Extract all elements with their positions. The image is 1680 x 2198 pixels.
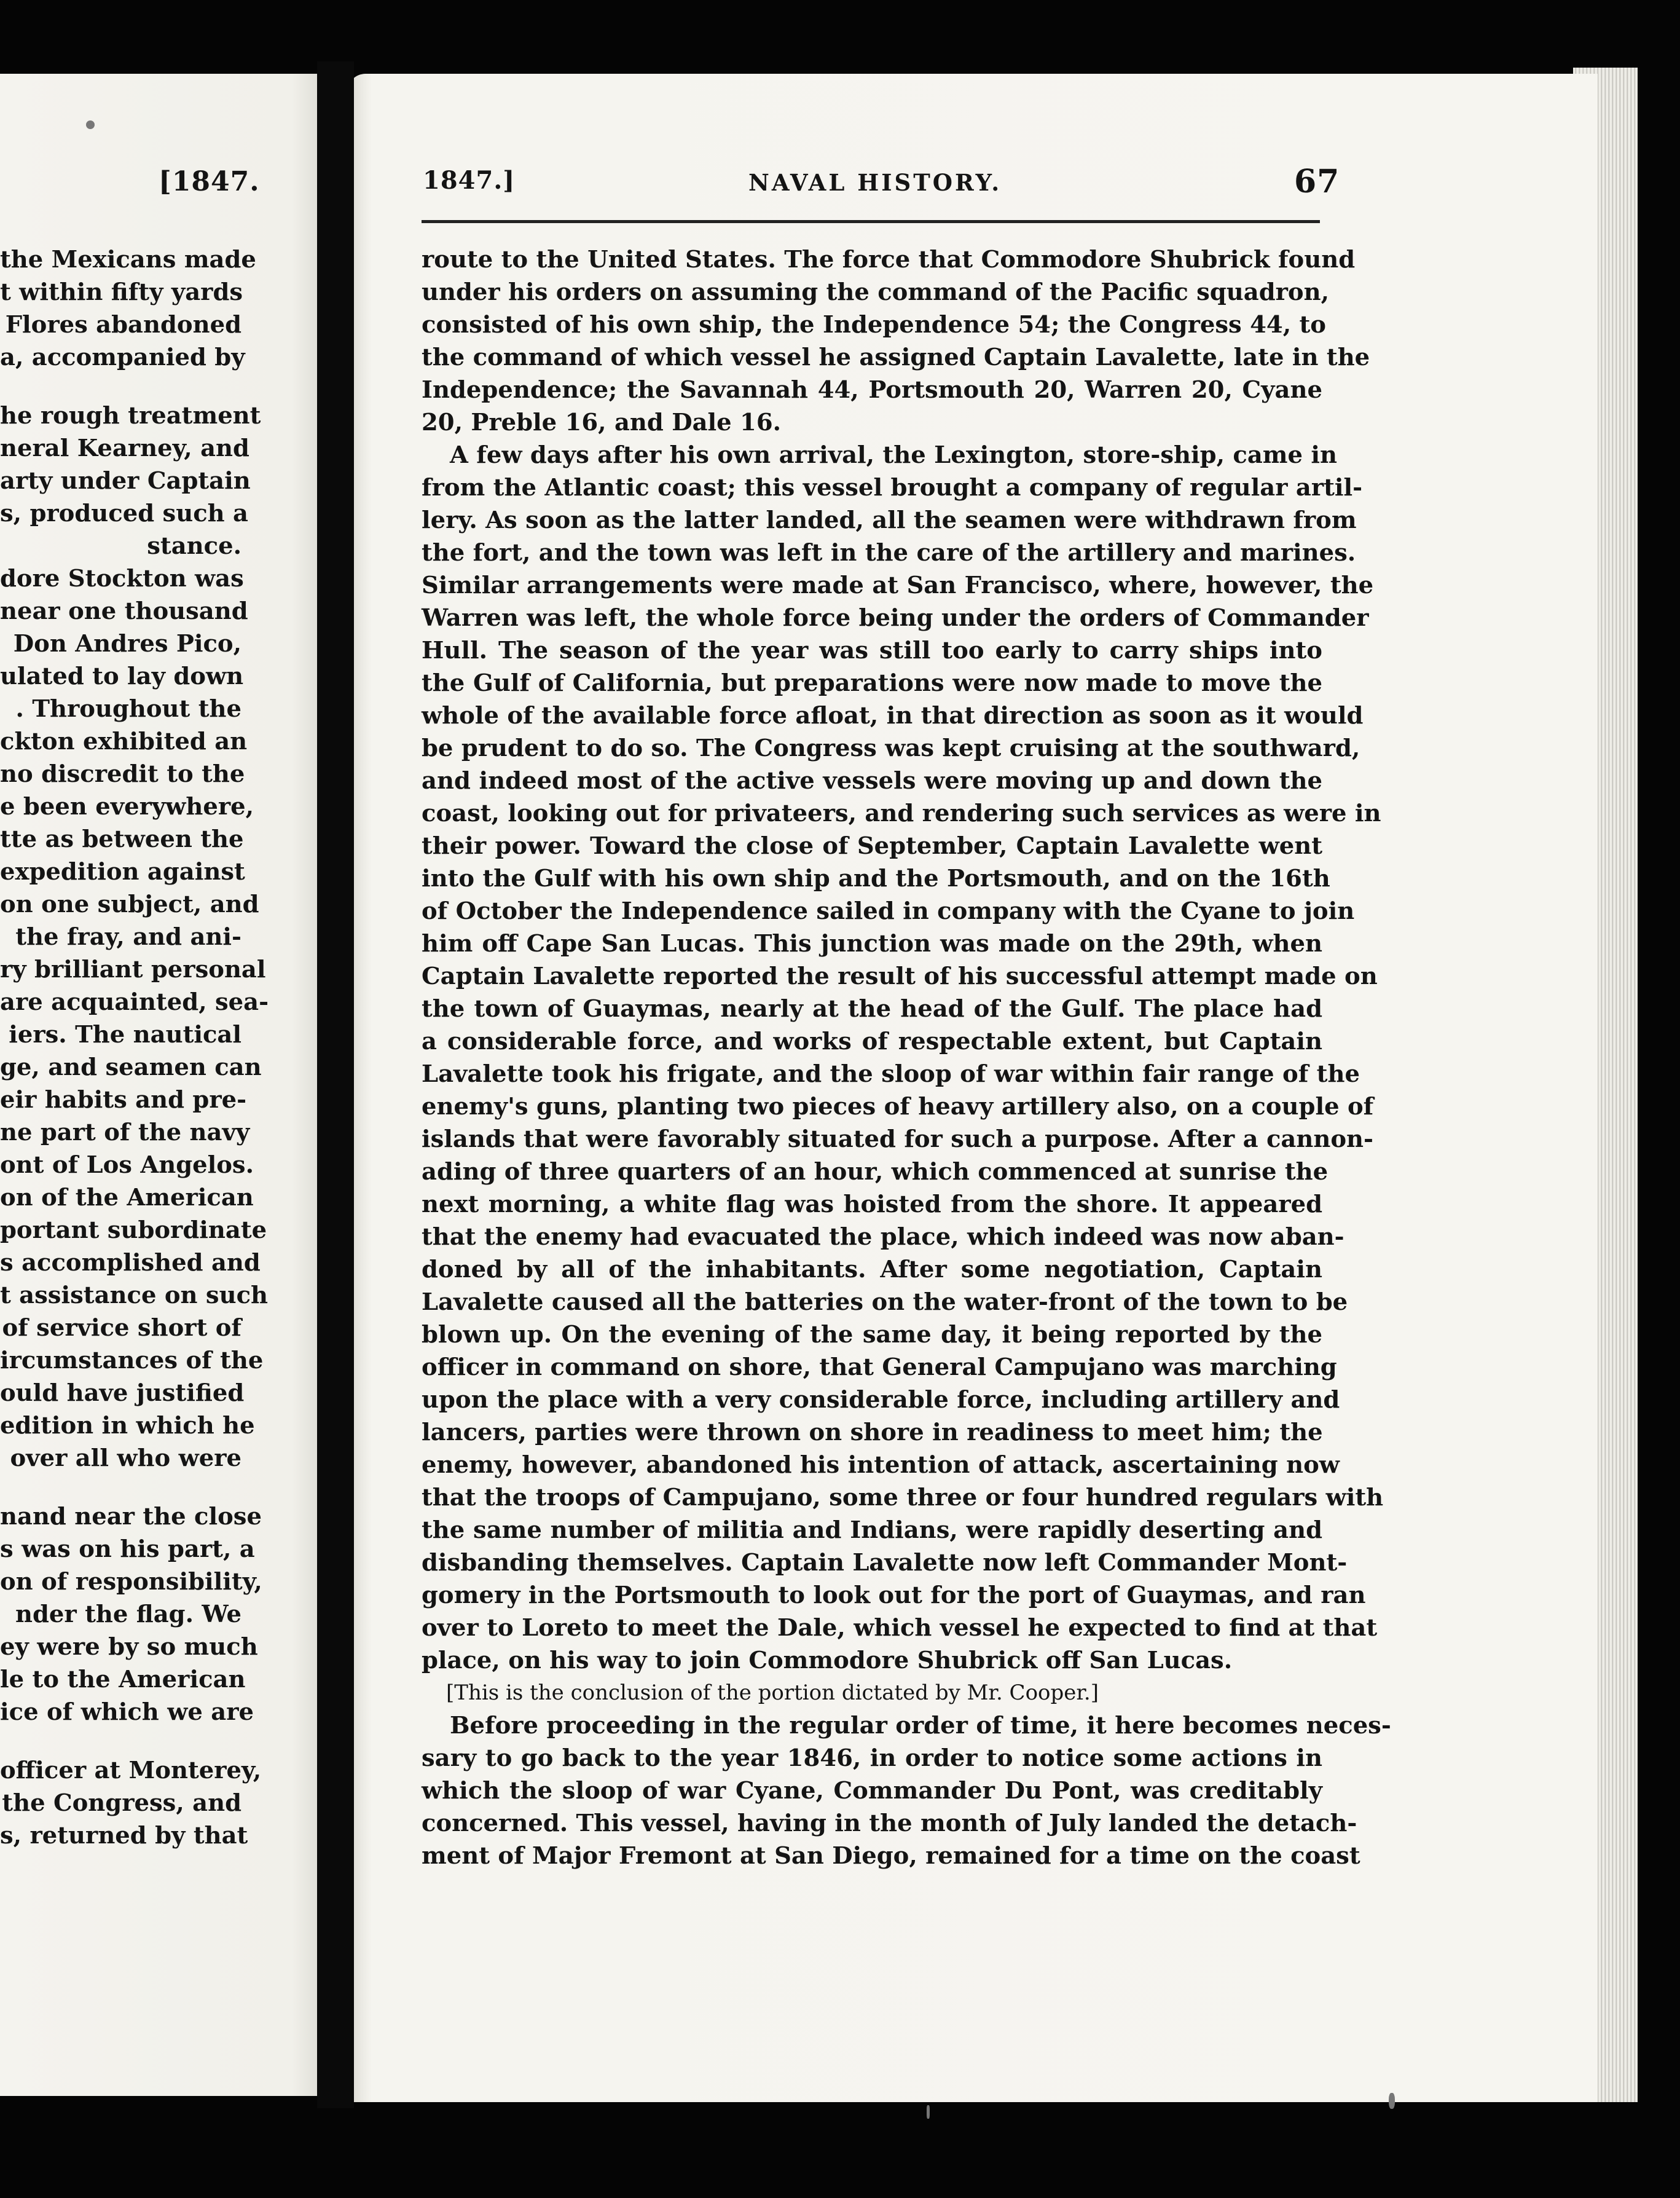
- text-line: under his orders on assuming the command of the Pacific squadron,: [422, 278, 1329, 306]
- text-line: route to the United States. The force that Commodore Shubrick found: [422, 246, 1356, 274]
- text-line: ckton exhibited an: [0, 728, 248, 755]
- text-line: Captain Lavalette reported the result of his successful attempt made on: [422, 963, 1378, 990]
- text-line: ment of Major Fremont at San Diego, remained for a time on the coast: [422, 1842, 1360, 1870]
- text-line: a, accompanied by: [0, 344, 245, 371]
- text-line: edition in which he: [0, 1412, 255, 1440]
- text-line: ont of Los Angelos.: [0, 1151, 254, 1179]
- text-line: Warren was left, the whole force being under the orders of Commander: [422, 604, 1369, 632]
- header-rule: [422, 220, 1320, 223]
- text-line: place, on his way to join Commodore Shubrick off San Lucas.: [422, 1647, 1233, 1674]
- text-line: the Mexicans made: [0, 246, 256, 274]
- text-line: enemy, however, abandoned his intention of attack, ascertaining now: [422, 1451, 1340, 1479]
- text-line: the same number of militia and Indians, were rapidly deserting and: [422, 1516, 1322, 1544]
- text-line: arty under Captain: [0, 467, 251, 495]
- text-line: Don Andres Pico,: [13, 630, 241, 658]
- text-line: concerned. This vessel, having in the month of July landed the detach-: [422, 1810, 1357, 1837]
- text-line: eir habits and pre-: [0, 1086, 247, 1114]
- running-title: NAVAL HISTORY.: [748, 169, 1002, 196]
- text-line: the Gulf of California, but preparations were now made to move the: [422, 669, 1322, 697]
- text-line: over to Loreto to meet the Dale, which vessel he expected to find at that: [422, 1614, 1378, 1642]
- text-line: consisted of his own ship, the Independence 54; the Congress 44, to: [422, 311, 1326, 339]
- text-line: be prudent to do so. The Congress was kept cruising at the southward,: [422, 735, 1360, 762]
- text-line: Hull. The season of the year was still too early to carry ships into: [422, 637, 1322, 664]
- editorial-note: [This is the conclusion of the portion dictated by Mr. Cooper.]: [446, 1680, 1099, 1705]
- text-line: sary to go back to the year 1846, in order to notice some actions in: [422, 1744, 1322, 1772]
- text-line: ading of three quarters of an hour, which commenced at sunrise the: [422, 1158, 1329, 1186]
- text-line: enemy's guns, planting two pieces of heavy artillery also, on a couple of: [422, 1093, 1374, 1121]
- text-line: that the troops of Campujano, some three or four hundred regulars with: [422, 1484, 1384, 1511]
- paper-speck: [927, 2105, 930, 2119]
- text-line: A few days after his own arrival, the Lexington, store-ship, came in: [450, 441, 1338, 469]
- text-line: Lavalette took his frigate, and the sloop of war within fair range of the: [422, 1060, 1360, 1088]
- text-line: the command of which vessel he assigned Captain Lavalette, late in the: [422, 344, 1370, 371]
- text-line: Flores abandoned: [5, 311, 241, 339]
- text-line: near one thousand: [0, 597, 248, 625]
- text-line: portant subordinate: [0, 1216, 267, 1244]
- left-page-text: [0, 243, 269, 1852]
- text-line: ge, and seamen can: [0, 1054, 262, 1081]
- text-line: next morning, a white flag was hoisted from the shore. It appeared: [422, 1191, 1322, 1218]
- text-line: tte as between the: [0, 825, 244, 853]
- right-running-header-year: 1847.]: [423, 166, 516, 195]
- left-running-header: [1847.: [159, 166, 260, 197]
- text-line: e been everywhere,: [0, 793, 254, 821]
- text-line: Independence; the Savannah 44, Portsmouth 20, Warren 20, Cyane: [422, 376, 1322, 404]
- text-line: are acquainted, sea-: [0, 988, 269, 1016]
- text-line: the town of Guaymas, nearly at the head of the Gulf. The place had: [422, 995, 1322, 1023]
- text-line: him off Cape San Lucas. This junction was made on the 29th, when: [422, 930, 1322, 958]
- paper-speck: [86, 120, 95, 129]
- text-line: officer in command on shore, that General Campujano was marching: [422, 1353, 1337, 1381]
- text-line: of October the Independence sailed in company with the Cyane to join: [422, 897, 1355, 925]
- text-line: s, produced such a: [0, 500, 248, 527]
- text-line: Similar arrangements were made at San Francisco, where, however, the: [422, 572, 1374, 599]
- text-line: ulated to lay down: [0, 663, 244, 690]
- paragraph-gap: [0, 1475, 241, 1500]
- right-page-text: [422, 243, 1391, 1872]
- text-line: iers. The nautical: [9, 1021, 241, 1049]
- text-line: Lavalette caused all the batteries on the water-front of the town to be: [422, 1288, 1348, 1316]
- text-line: lancers, parties were thrown on shore in readiness to meet him; the: [422, 1419, 1323, 1446]
- paragraph-gap: [0, 1728, 241, 1754]
- paragraph-gap: [0, 374, 241, 400]
- text-line: islands that were favorably situated for such a purpose. After a cannon-: [422, 1125, 1373, 1153]
- text-line: coast, looking out for privateers, and rendering such services as were in: [422, 800, 1381, 827]
- text-line: nand near the close: [0, 1503, 262, 1530]
- text-line: t within fifty yards: [0, 278, 243, 306]
- text-line: the fort, and the town was left in the care of the artillery and marines.: [422, 539, 1356, 567]
- text-line: t assistance on such: [0, 1282, 269, 1309]
- text-line: dore Stockton was: [0, 565, 244, 593]
- text-line: stance.: [147, 532, 241, 560]
- text-line: nder the flag. We: [15, 1601, 241, 1628]
- text-line: ey were by so much: [0, 1633, 258, 1661]
- text-line: officer at Monterey,: [0, 1757, 262, 1784]
- text-line: 20, Preble 16, and Dale 16.: [422, 409, 782, 436]
- text-line: the fray, and ani-: [15, 923, 241, 951]
- text-line: s accomplished and: [0, 1249, 261, 1277]
- text-line: on one subject, and: [0, 891, 259, 918]
- text-line: ould have justified: [0, 1379, 245, 1407]
- text-line: s, returned by that: [0, 1822, 248, 1849]
- text-line: lery. As soon as the latter landed, all the seamen were withdrawn from: [422, 506, 1357, 534]
- text-line: blown up. On the evening of the same day, it being reported by the: [422, 1321, 1322, 1349]
- text-line: into the Gulf with his own ship and the Portsmouth, and on the 16th: [422, 865, 1330, 892]
- text-line: disbanding themselves. Captain Lavalette now left Commander Mont-: [422, 1549, 1348, 1577]
- text-line: on of the American: [0, 1184, 254, 1211]
- text-line: ircumstances of the: [0, 1347, 264, 1374]
- paper-speck: [1389, 2093, 1395, 2109]
- text-line: over all who were: [10, 1444, 241, 1472]
- text-line: le to the American: [0, 1666, 246, 1693]
- text-line: a considerable force, and works of respectable extent, but Captain: [422, 1028, 1322, 1055]
- text-line: gomery in the Portsmouth to look out for the port of Guaymas, and ran: [422, 1582, 1366, 1609]
- text-line: that the enemy had evacuated the place, which indeed was now aban-: [422, 1223, 1344, 1251]
- text-line: the Congress, and: [2, 1789, 241, 1817]
- text-line: s was on his part, a: [0, 1535, 255, 1563]
- text-line: upon the place with a very considerable force, including artillery and: [422, 1386, 1340, 1414]
- text-line: expedition against: [0, 858, 245, 886]
- book-gutter: [317, 61, 354, 2108]
- text-line: and indeed most of the active vessels were moving up and down the: [422, 767, 1322, 795]
- text-line: which the sloop of war Cyane, Commander Du Pont, was creditably: [422, 1777, 1322, 1805]
- text-line: of service short of: [2, 1314, 241, 1342]
- text-line: ne part of the navy: [0, 1119, 250, 1146]
- text-line: doned by all of the inhabitants. After some negotiation, Captain: [422, 1256, 1322, 1283]
- text-line: from the Atlantic coast; this vessel brought a company of regular artil-: [422, 474, 1363, 502]
- text-line: ice of which we are: [0, 1698, 254, 1726]
- text-line: no discredit to the: [0, 760, 245, 788]
- text-line: he rough treatment: [0, 402, 261, 430]
- text-line: their power. Toward the close of September, Captain Lavalette went: [422, 832, 1322, 860]
- text-line: on of responsibility,: [0, 1568, 262, 1596]
- text-line: . Throughout the: [15, 695, 241, 723]
- text-line: Before proceeding in the regular order of time, it here becomes neces-: [450, 1712, 1391, 1739]
- text-line: neral Kearney, and: [0, 435, 249, 462]
- text-line: whole of the available force afloat, in that direction as soon as it would: [422, 702, 1364, 730]
- page-number: 67: [1294, 163, 1340, 200]
- text-line: ry brilliant personal: [0, 956, 266, 983]
